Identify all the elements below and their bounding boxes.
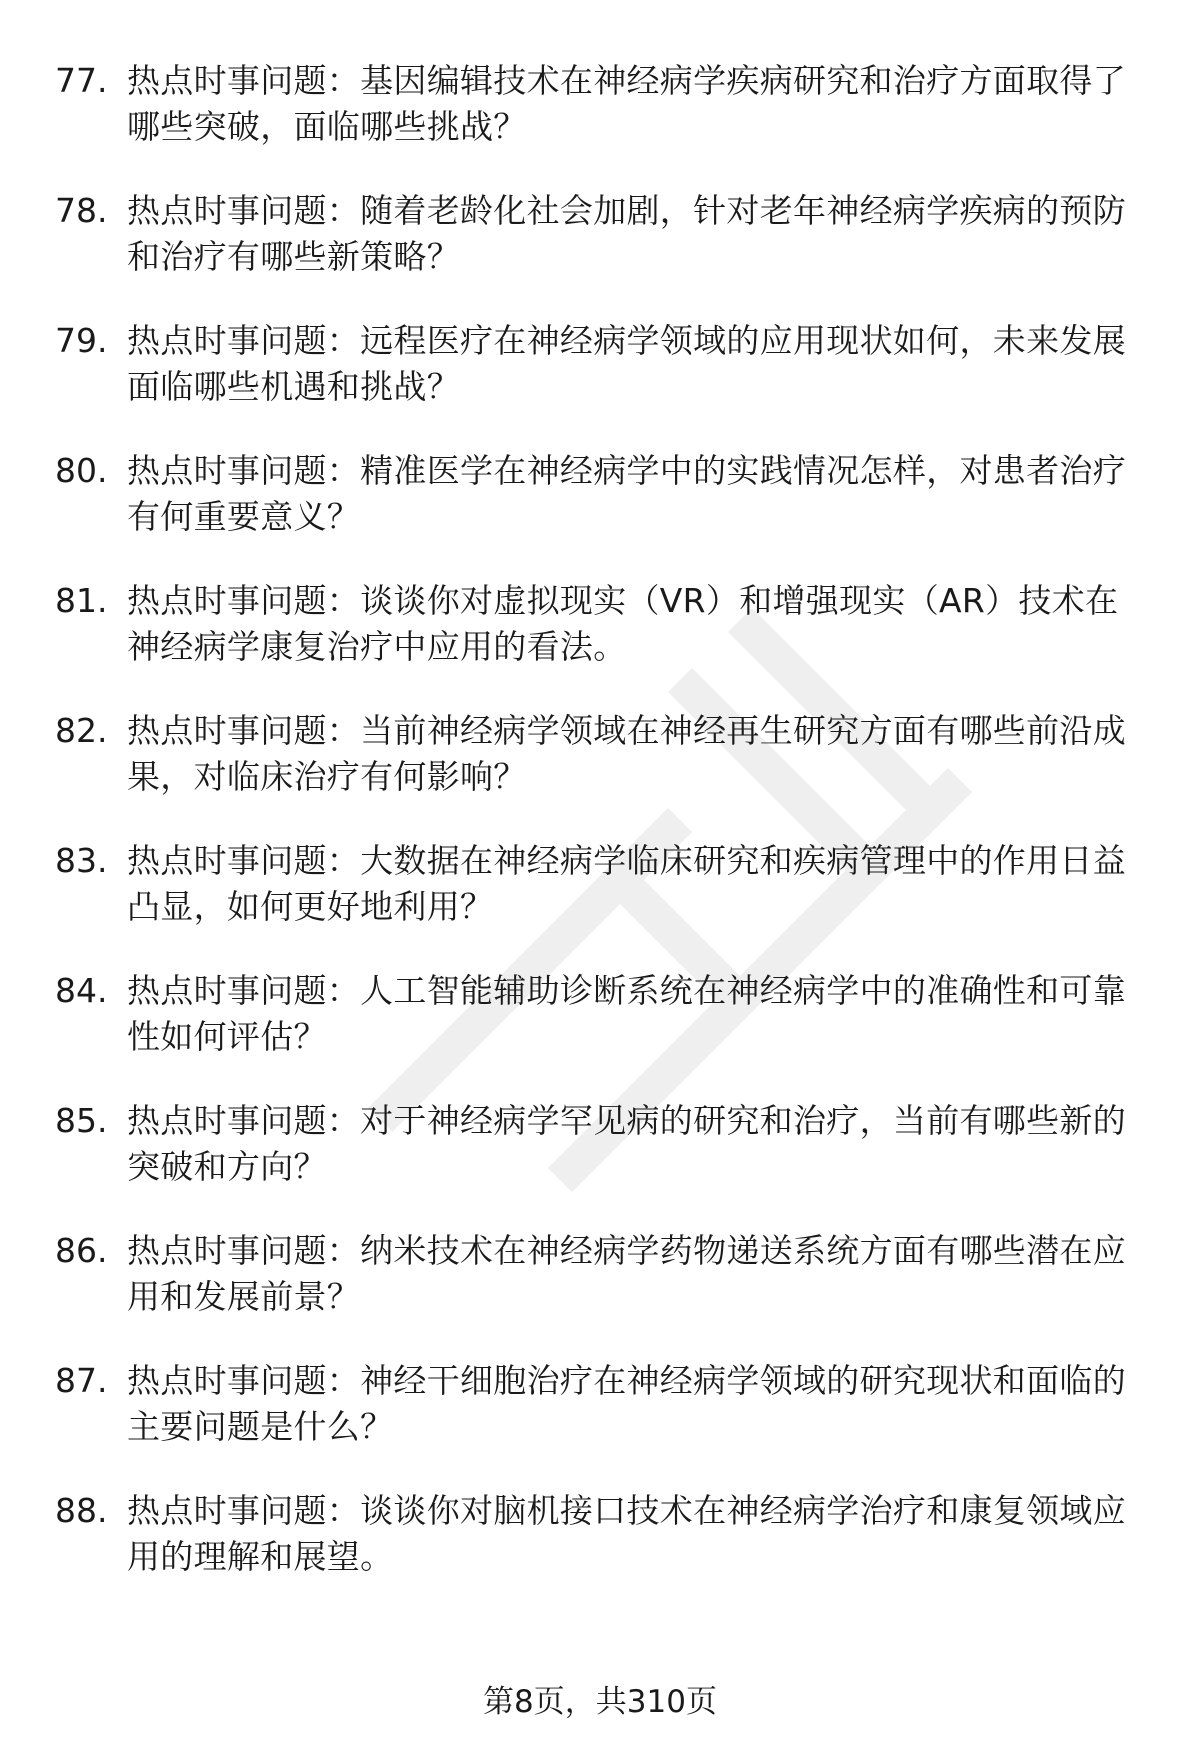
question-number: 79. <box>55 321 108 360</box>
question-number: 83. <box>55 841 108 880</box>
question-text: 热点时事问题：纳米技术在神经病学药物递送系统方面有哪些潜在应用和发展前景？ <box>127 1231 1126 1316</box>
list-item <box>55 448 1145 578</box>
list-item <box>55 838 1145 968</box>
question-text: 热点时事问题：大数据在神经病学临床研究和疾病管理中的作用日益凸显，如何更好地利用？ <box>127 841 1126 926</box>
question-number: 77. <box>55 61 108 100</box>
question-number: 87. <box>55 1361 108 1400</box>
list-item <box>55 58 1145 188</box>
question-text: 热点时事问题：远程医疗在神经病学领域的应用现状如何，未来发展面临哪些机遇和挑战？ <box>127 321 1126 406</box>
list-item <box>55 968 1145 1098</box>
list-item <box>55 188 1145 318</box>
list-item <box>55 578 1145 708</box>
list-item <box>55 1228 1145 1358</box>
question-text: 热点时事问题：随着老龄化社会加剧，针对老年神经病学疾病的预防和治疗有哪些新策略？ <box>127 191 1126 276</box>
question-number: 88. <box>55 1491 108 1530</box>
question-number: 78. <box>55 191 108 230</box>
question-number: 86. <box>55 1231 108 1270</box>
list-item <box>55 1358 1145 1488</box>
list-item <box>55 708 1145 838</box>
question-number: 80. <box>55 451 108 490</box>
list-item <box>55 318 1145 448</box>
question-text: 热点时事问题：人工智能辅助诊断系统在神经病学中的准确性和可靠性如何评估？ <box>127 971 1126 1056</box>
question-text: 热点时事问题：神经干细胞治疗在神经病学领域的研究现状和面临的主要问题是什么？ <box>127 1361 1126 1446</box>
question-text: 热点时事问题：对于神经病学罕见病的研究和治疗，当前有哪些新的突破和方向？ <box>127 1101 1126 1186</box>
question-text: 热点时事问题：谈谈你对虚拟现实（VR）和增强现实（AR）技术在神经病学康复治疗中应用的看法。 <box>127 581 1119 666</box>
question-text: 热点时事问题：当前神经病学领域在神经再生研究方面有哪些前沿成果，对临床治疗有何影响？ <box>127 711 1126 796</box>
question-text: 热点时事问题：谈谈你对脑机接口技术在神经病学治疗和康复领域应用的理解和展望。 <box>127 1491 1126 1576</box>
question-text: 热点时事问题：精准医学在神经病学中的实践情况怎样，对患者治疗有何重要意义？ <box>127 451 1126 536</box>
list-item <box>55 1098 1145 1228</box>
question-number: 85. <box>55 1101 108 1140</box>
question-number: 82. <box>55 711 108 750</box>
page-footer: 第8页，共310页 <box>483 1684 717 1720</box>
question-text: 热点时事问题：基因编辑技术在神经病学疾病研究和治疗方面取得了哪些突破，面临哪些挑战？ <box>127 61 1126 146</box>
question-number: 84. <box>55 971 108 1010</box>
question-list <box>55 58 1145 1618</box>
question-number: 81. <box>55 581 108 620</box>
list-item <box>55 1488 1145 1618</box>
